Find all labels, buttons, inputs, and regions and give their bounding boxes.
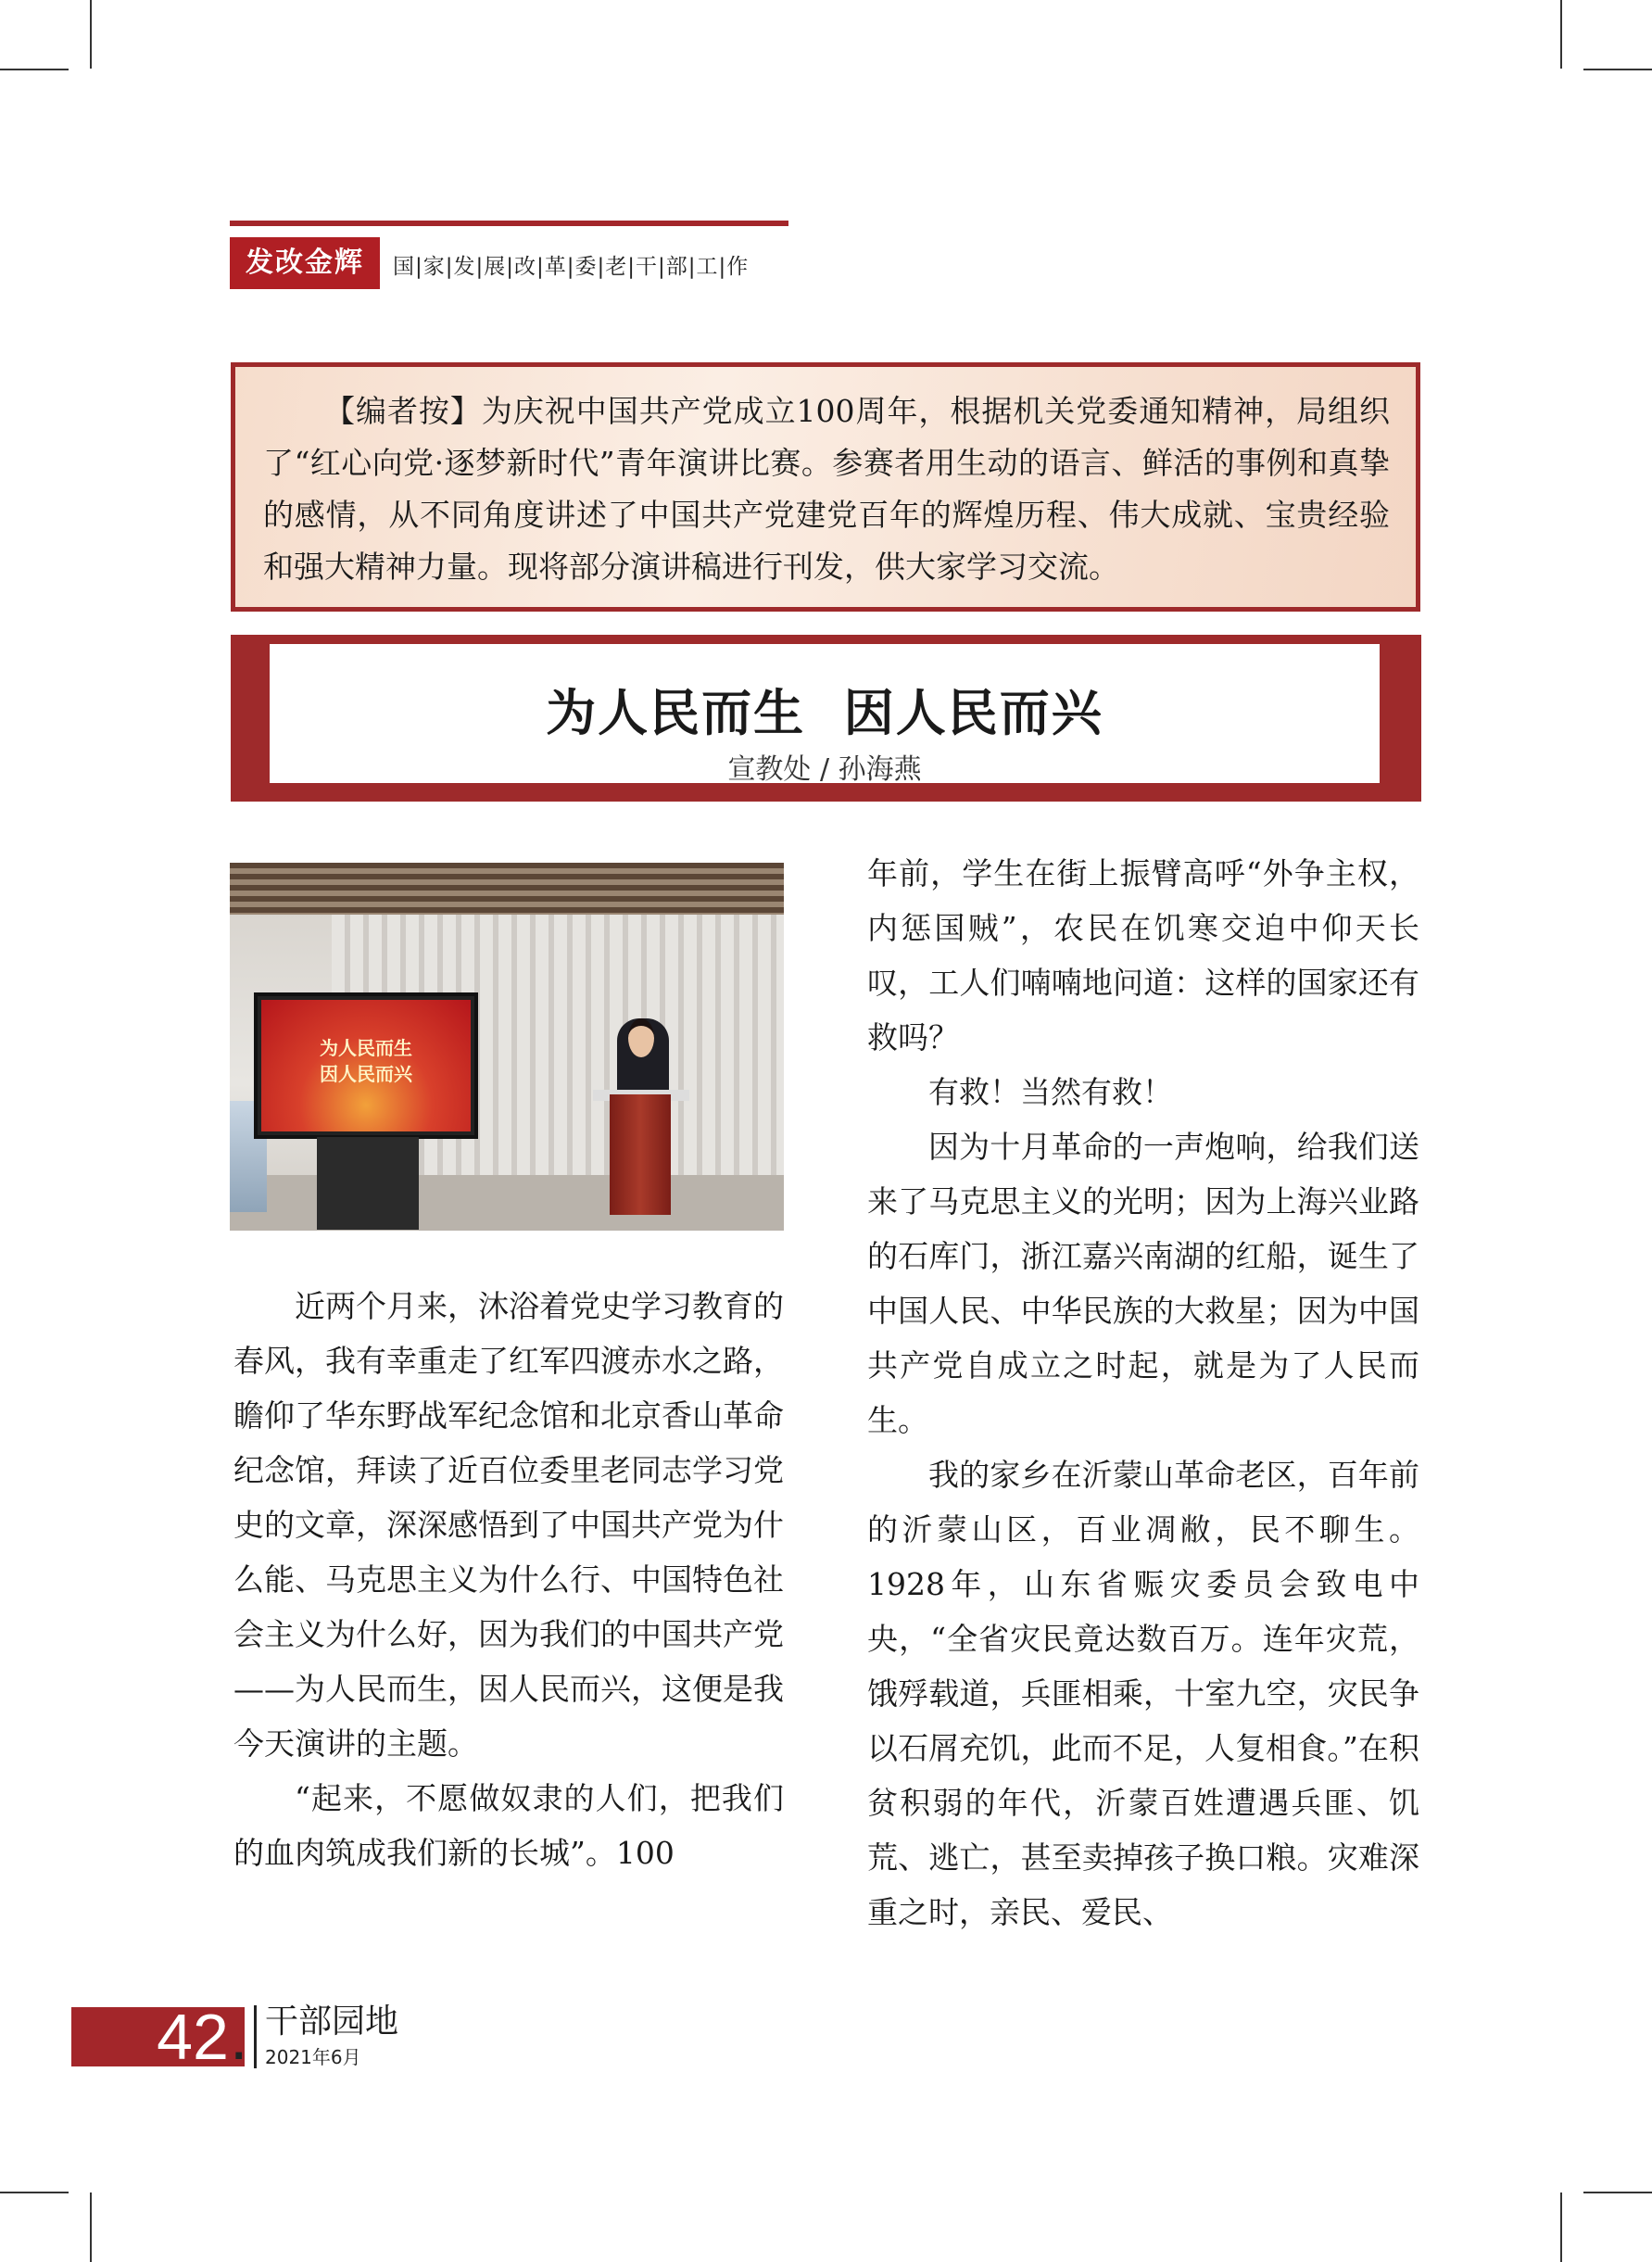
crop-mark	[1560, 0, 1562, 69]
crop-mark	[0, 69, 69, 70]
header-rule	[230, 221, 788, 226]
crop-mark	[1583, 2192, 1652, 2193]
footer-separator	[254, 2005, 257, 2068]
editor-note-box	[231, 362, 1420, 612]
paragraph: 因为十月革命的一声炮响，给我们送来了马克思主义的光明；因为上海兴业路的石库门，浙江嘉兴南湖的红船，诞生了中国人民、中华民族的大救星；因为中国共产党自成立之时起，就是为了人民而生。	[867, 1129, 1419, 1438]
crop-mark	[90, 0, 92, 69]
photo-screen-stand	[317, 1137, 419, 1230]
title-panel	[270, 644, 1380, 786]
photo-podium	[610, 1094, 671, 1215]
crop-mark	[0, 2192, 69, 2193]
right-column	[867, 846, 1419, 1940]
paragraph: “起来，不愿做奴隶的人们，把我们的血肉筑成我们新的长城”。100	[233, 1780, 784, 1871]
paragraph: 近两个月来，沐浴着党史学习教育的春风，我有幸重走了红军四渡赤水之路，瞻仰了华东野战军纪念馆和北京香山革命纪念馆，拜读了近百位委里老同志学习党史的文章，深深感悟到了中国共产党为什么能、马克思主义为什么行、中国特色社会主义为什么好，因为我们的中国共产党——为人民而生，因人民而兴，这便是我今天演讲的主题。	[233, 1288, 784, 1762]
crop-mark	[1560, 2192, 1562, 2262]
page-number-dot: .	[230, 2001, 248, 2073]
crop-mark	[1583, 69, 1652, 70]
photo-screen	[254, 992, 478, 1139]
photo-screen-display	[261, 1000, 471, 1131]
column-org-name: 国|家|发|展|改|革|委|老|干|部|工|作	[393, 255, 750, 279]
photo-ceiling	[230, 863, 784, 915]
paragraph-continuation: 年前，学生在街上振臂高呼“外争主权，内惩国贼”，农民在饥寒交迫中仰天长叹，工人们喃喃地问道：这样的国家还有救吗？	[867, 855, 1419, 1055]
page-number: 42	[157, 2001, 229, 2073]
paragraph: 我的家乡在沂蒙山革命老区，百年前的沂蒙山区，百业凋敝，民不聊生。1928年，山东省赈灾委员会致电中央，“全省灾民竟达数百万。连年灾荒，饿殍载道，兵匪相乘，十室九空，灾民争以石屑充饥，此而不足，人复相食。”在积贫积弱的年代，沂蒙百姓遭遇兵匪、饥荒、逃亡，甚至卖掉孩子换口粮。灾难深重之时，亲民、爱民、	[867, 1457, 1419, 1930]
paragraph: 有救！当然有救！	[928, 1074, 1173, 1110]
issue-date: 2021年6月	[265, 2046, 361, 2068]
speech-photo	[230, 863, 784, 1231]
magazine-name: 干部园地	[265, 2003, 399, 2041]
crop-mark	[90, 2192, 92, 2262]
photo-screen-line2: 因人民而兴	[320, 1063, 412, 1085]
photo-speaker-head	[628, 1018, 654, 1057]
column-logo: 发改金辉	[230, 237, 380, 289]
article-title: 为人民而生 因人民而兴	[546, 683, 1103, 742]
photo-screen-line1: 为人民而生	[320, 1037, 412, 1059]
article-author: 宣教处 / 孙海燕	[727, 753, 922, 786]
editor-note-text: 【编者按】为庆祝中国共产党成立100周年，根据机关党委通知精神，局组织了“红心向党·逐梦新时代”青年演讲比赛。参赛者用生动的语言、鲜活的事例和真挚的感情，从不同角度讲述了中国共产党建党百年的辉煌历程、伟大成就、宝贵经验和强大精神力量。现将部分演讲稿进行刊发，供大家学习交流。	[263, 393, 1390, 585]
photo-floor	[230, 1175, 784, 1231]
title-banner	[231, 635, 1421, 802]
left-column	[233, 1279, 784, 1880]
